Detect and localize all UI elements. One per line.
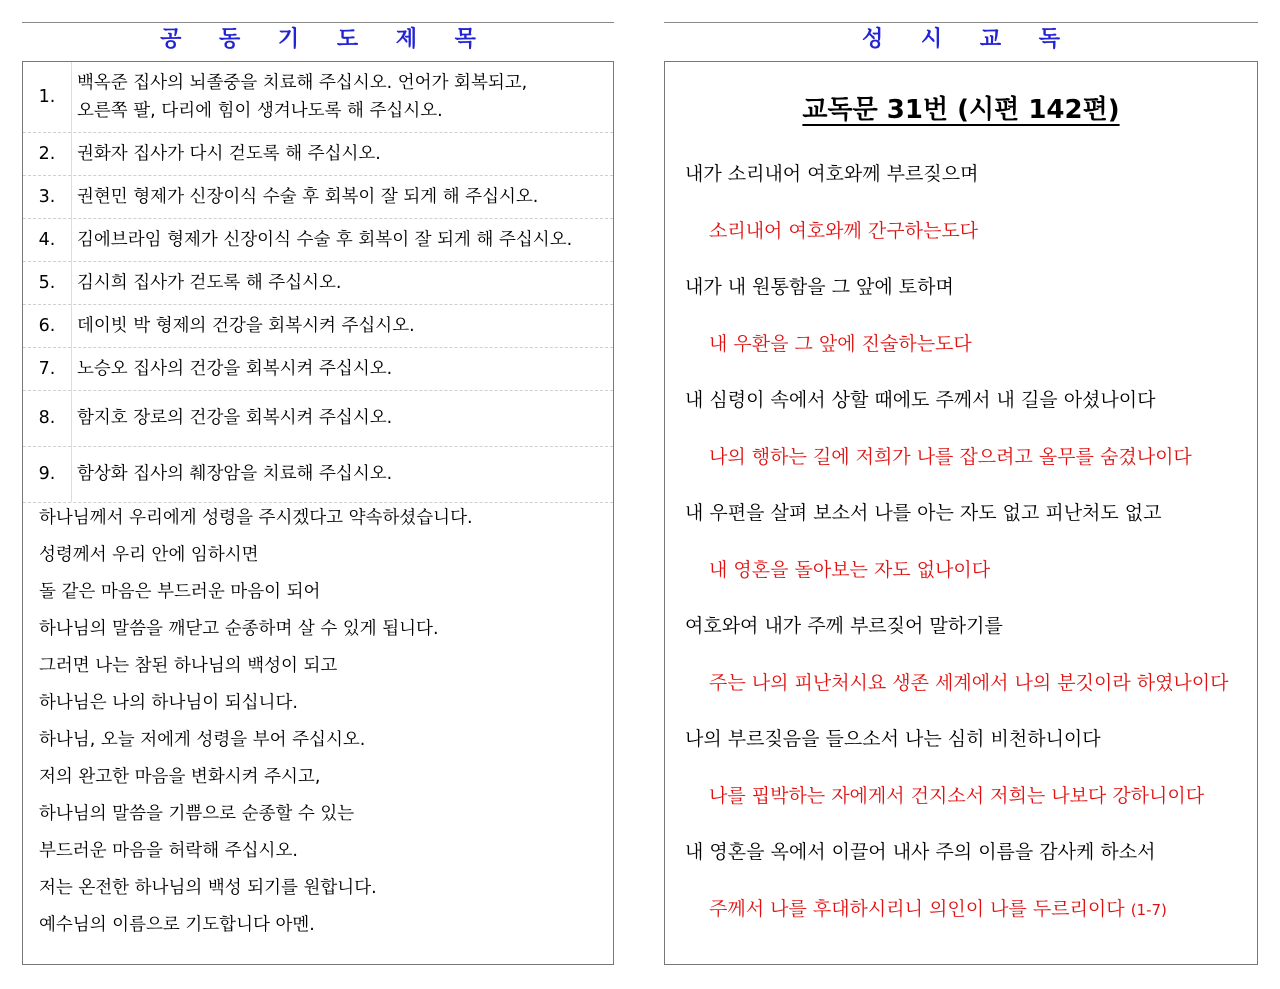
prayer-item-number: 8.	[23, 390, 72, 446]
response-line	[685, 884, 1253, 941]
response-line: 나를 핍박하는 자에게서 건지소서 저희는 나보다 강하니이다	[709, 784, 1205, 807]
prayer-item-number: 1.	[23, 62, 72, 132]
response-line: 내 영혼을 돌아보는 자도 없나이다	[709, 558, 991, 581]
prayer-text	[39, 500, 605, 944]
response-line: 주는 나의 피난처시요 생존 세계에서 나의 분깃이라 하였나이다	[709, 671, 1229, 694]
prayer-item-text: 노승오 집사의 건강을 회복시켜 주십시오.	[77, 358, 393, 379]
prayer-item-number: 7.	[23, 347, 72, 390]
responsive-reading-panel	[664, 61, 1258, 965]
leader-line: 내가 내 원통함을 그 앞에 토하며	[685, 276, 954, 298]
prayer-item	[23, 390, 613, 446]
prayer-item	[23, 446, 613, 502]
heading-divider	[22, 22, 614, 23]
reading-verses	[685, 149, 1253, 940]
response-line: 내 우환을 그 앞에 진술하는도다	[709, 332, 972, 355]
prayer-item	[23, 132, 613, 175]
prayer-item-text: 함상화 집사의 췌장암을 치료해 주십시오.	[77, 464, 393, 484]
reading-title	[665, 92, 1257, 128]
prayer-line: 하나님의 말씀을 기쁨으로 순종할 수 있는	[39, 804, 355, 824]
prayer-line: 저의 완고한 마음을 변화시켜 주시고,	[39, 767, 321, 787]
response-line: 나의 행하는 길에 저희가 나를 잡으려고 올무를 숨겼나이다	[709, 445, 1192, 468]
leader-line: 내가 소리내어 여호와께 부르짖으며	[685, 163, 979, 185]
prayer-topics-heading: 공 동 기 도 제 목	[160, 27, 476, 52]
heading-divider	[664, 22, 1258, 23]
prayer-item-number: 2.	[23, 132, 72, 175]
prayer-item-text: 권화자 집사가 다시 걷도록 해 주십시오.	[77, 143, 381, 164]
prayer-item-text: 김에브라임 형제가 신장이식 수술 후 회복이 잘 되게 해 주십시오.	[77, 229, 573, 250]
prayer-item-text: 권현민 형제가 신장이식 수술 후 회복이 잘 되게 해 주십시오.	[77, 186, 539, 207]
prayer-line: 저는 온전한 하나님의 백성 되기를 원합니다.	[39, 878, 377, 898]
prayer-line: 예수님의 이름으로 기도합니다 아멘.	[39, 915, 315, 935]
prayer-item	[23, 175, 613, 218]
reading-title-text: 교독문 31번 (시편 142편)	[802, 95, 1120, 125]
prayer-line: 돌 같은 마음은 부드러운 마음이 되어	[39, 582, 321, 602]
prayer-item	[23, 261, 613, 304]
leader-line: 내 우편을 살펴 보소서 나를 아는 자도 없고 피난처도 없고	[685, 502, 1162, 524]
prayer-item-text: 데이빗 박 형제의 건강을 회복시켜 주십시오.	[77, 315, 415, 336]
prayer-item-number: 4.	[23, 218, 72, 261]
prayer-item-number: 9.	[23, 446, 72, 502]
prayer-item-number: 5.	[23, 261, 72, 304]
leader-line: 내 심령이 속에서 상할 때에도 주께서 내 길을 아셨나이다	[685, 389, 1156, 411]
prayer-topics-panel	[22, 61, 614, 965]
response-text: 주께서 나를 후대하시리니 의인이 나를 두르리이다	[709, 897, 1125, 920]
prayer-line: 하나님은 나의 하나님이 되십니다.	[39, 693, 298, 713]
prayer-line: 그러면 나는 참된 하나님의 백성이 되고	[39, 656, 338, 676]
prayer-item	[23, 347, 613, 390]
prayer-line: 하나님의 말씀을 깨닫고 순종하며 살 수 있게 됩니다.	[39, 619, 439, 639]
prayer-line: 성령께서 우리 안에 임하시면	[39, 545, 259, 565]
responsive-reading-heading: 성 시 교 독	[862, 27, 1060, 52]
prayer-item	[23, 62, 613, 132]
prayer-item	[23, 304, 613, 347]
leader-line: 여호와여 내가 주께 부르짖어 말하기를	[685, 615, 1003, 637]
response-line: 소리내어 여호와께 간구하는도다	[709, 219, 979, 242]
prayer-item-text: 함지호 장로의 건강을 회복시켜 주십시오.	[77, 408, 393, 428]
leader-line: 내 영혼을 옥에서 이끌어 내사 주의 이름을 감사케 하소서	[685, 841, 1156, 863]
verse-citation: (1-7)	[1130, 900, 1167, 919]
prayer-item-number: 6.	[23, 304, 72, 347]
prayer-item-number: 3.	[23, 175, 72, 218]
prayer-item	[23, 218, 613, 261]
prayer-line: 부드러운 마음을 허락해 주십시오.	[39, 841, 298, 861]
leader-line: 나의 부르짖음을 들으소서 나는 심히 비천하니이다	[685, 728, 1101, 750]
prayer-item-text: 백옥준 집사의 뇌졸중을 치료해 주십시오. 언어가 회복되고, 오른쪽 팔, 다리에 힘이 생겨나도록 해 주십시오.	[77, 73, 528, 121]
prayer-line: 하나님께서 우리에게 성령을 주시겠다고 약속하셨습니다.	[39, 508, 473, 528]
prayer-item-text: 김시희 집사가 걷도록 해 주십시오.	[77, 272, 342, 293]
prayer-line: 하나님, 오늘 저에게 성령을 부어 주십시오.	[39, 730, 366, 750]
